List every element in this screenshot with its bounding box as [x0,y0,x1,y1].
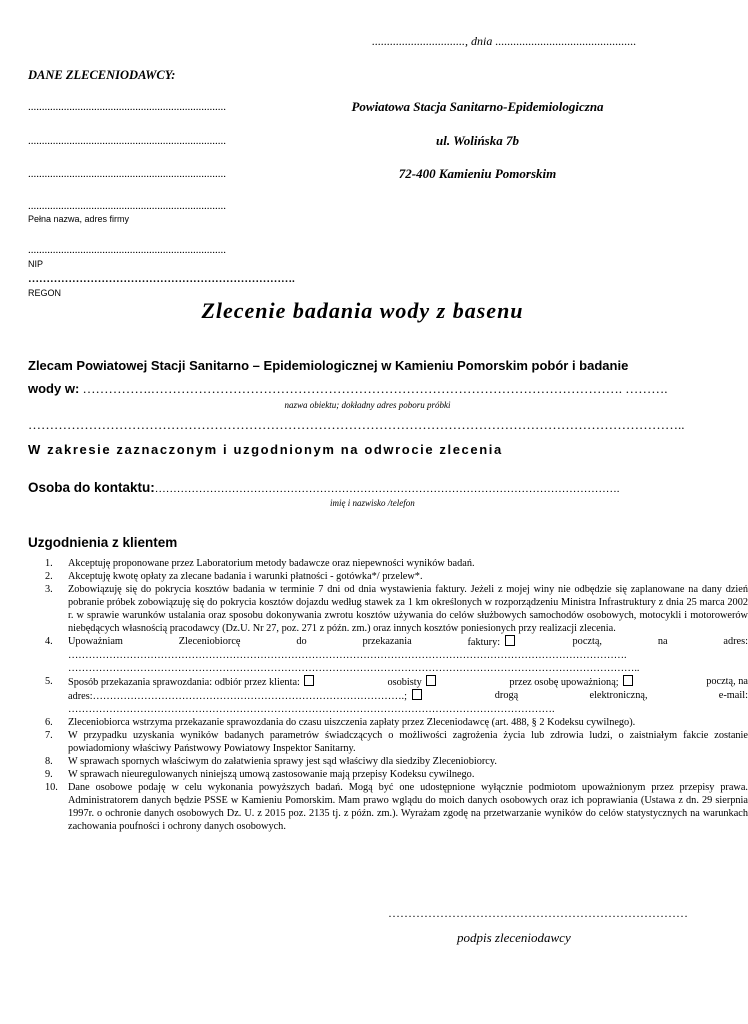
i5-authorized: przez osobę upoważnioną; [509,677,619,688]
i5-email-label: e-mail: [718,690,748,701]
signature-label: podpis zleceniodawcy [457,930,571,945]
regon-field-line[interactable]: ………………………………………………………………. [28,273,295,285]
electronic-report-checkbox[interactable] [412,689,422,700]
client-field-line-4[interactable]: ........................................................................ [28,200,226,212]
recipient-city: 72-400 Kamieniu Pomorskim [398,166,557,181]
i5-electronic-2: elektroniczną, [589,690,648,701]
authorized-person-checkbox[interactable] [426,675,436,686]
full-name-address-label: Pełna nazwa, adres firmy [28,214,130,224]
recipient-name: Powiatowa Stacja Sanitarno-Epidemiologiczna [351,99,604,114]
client-field-line-1[interactable]: ........................................................................ [28,101,226,113]
regon-label: REGON [28,288,62,298]
agreement-item-6: Zleceniobiorca wstrzyma przekazanie sprawozdania do czasu uiszczenia zapłaty przez Zleceniodawcę (art. 488, § 2 Kodeksu cywilnego). [68,717,636,728]
i5-method-label: Sposób przekazania sprawozdania: odbiór przez klienta: [68,677,300,688]
agreement-item-7: W przypadku uzyskania wyników badanych parametrów świadczących o możliwości zagrożenia życia lub zdrowia ludzi, o zaistniałym fakcie zostanie powiadomiony właściwy Państwowy Powiatowy Inspektor Sanitarny. [68,730,748,754]
invoice-address-line-1[interactable]: ………………………………………………………………………………………………………………………………………………. [68,650,627,661]
i5-personal: osobisty [387,677,422,688]
report-email-line[interactable]: ……………………………………………………………………………………………………………………………. [68,704,555,715]
personal-pickup-checkbox[interactable] [304,675,314,686]
i4-address-label: adres: [723,636,748,647]
client-field-line-3[interactable]: ........................................................................ [28,168,226,180]
contact-label: Osoba do kontaktu: [28,480,155,495]
i5-post: pocztą, na [706,676,748,687]
agreement-item-3: Zobowiązuję się do pokrycia kosztów badania w terminie 7 dni od dnia wystawienia faktury. Jeżeli z mojej winy nie odbędzie się zaplanowane na dany dzień pobranie próbek zobowiązuję się do pokrycia kosztów dojazdu według stawek za 1 km określonych w rozporządzeniu Ministra Infrastruktury z dnia 25 marca 2002 r. w sprawie warunków ustalania oraz sposobu dokonywania zwrotu kosztów używania do celów służbowych samochodów osobowych, motocykli i motorowerów niebędących własnością pracodawcy (Dz.U. Nr 27, poz. 271 z późn. zm.) oraz innych kosztów poniesionych przy realizacji zlecenia. [68,584,748,634]
i4-word: Zleceniobiorcę [178,636,241,647]
signature-line[interactable]: ………………………………………………………………… [388,906,688,920]
nip-field-line[interactable]: ........................................................................ [28,244,226,256]
agreement-item-4 [68,635,748,675]
document-title: Zlecenie badania wody z basenu [201,298,524,323]
agreement-item-10: Dane osobowe podaję w celu wykonania powyższych badań. Mogą być one udostępnione wyłącznie podmiotom upoważnionym przez przepisy prawa. Administratorem danych będzie PSSE w Kamieniu Pomorskim. Mam prawo wglądu do moich danych osobowych oraz ich poprawiania (Ustawa z dn. 29 sierpnia 1997r. o ochronie danych osobowych Dz. U. z 2015 poz. 2135 tj. z późn. zm.). Wyrażam zgodę na przetwarzanie wyników do celów statystycznych na warunkach zachowania poufności i ochrony danych osobowych. [68,782,748,832]
invoice-address-line-2[interactable]: ………………………………………………………………………………………………………………………………………………….. [68,663,640,674]
i4-word: do [296,636,307,647]
i4-na: na [657,636,668,647]
invoice-by-post-checkbox[interactable] [505,635,515,646]
nip-label: NIP [28,259,44,269]
water-location-line[interactable]: …………….………………………………………………………………………………………………. ………. [79,381,668,396]
i4-post-label: pocztą, [572,636,602,647]
water-location-line-2[interactable]: …………………………………………………………………………………………………………………………………….. [28,417,685,432]
i4-word: przekazania [362,636,412,647]
report-address-line[interactable]: adres:……………………………………………………………………………….; [68,691,407,702]
agreement-item-5 [68,675,748,716]
report-by-post-checkbox[interactable] [623,675,633,686]
scope-statement: W zakresie zaznaczonym i uzgodnionym na odwrocie zlecenia [28,442,503,457]
agreement-item-9: W sprawach nieuregulowanych niniejszą umową zastosowanie mają przepisy Kodeksu cywilnego. [68,769,475,780]
agreements-heading: Uzgodnienia z klientem [28,535,178,550]
i4-word: faktury: [467,637,501,648]
recipient-street: ul. Wolińska 7b [436,133,519,148]
i5-electronic-1: drogą [494,690,519,701]
agreement-item-2: Akceptuję kwotę opłaty za zlecane badania i warunki płatności - gotówka*/ przelew*. [68,571,423,582]
water-location-caption: nazwa obiektu; dokładny adres poboru próbki [284,400,451,410]
order-water-prefix: wody w: [28,381,80,396]
date-line[interactable]: ..............................., dnia ............................................... [372,34,637,48]
contact-line[interactable]: ………………………………………………………………………………………………………………. [154,483,620,495]
agreement-item-8: W sprawach spornych właściwym do załatwienia sprawy jest sąd właściwy dla siedziby Zleceniobiorcy. [68,756,497,767]
client-field-line-2[interactable]: ........................................................................ [28,135,226,147]
order-line-1: Zlecam Powiatowej Stacji Sanitarno – Epidemiologicznej w Kamieniu Pomorskim pobór i badanie [28,358,629,373]
client-data-heading: DANE ZLECENIODAWCY: [28,68,176,82]
agreements-list [28,557,748,833]
contact-caption: imię i nazwisko /telefon [330,498,415,508]
agreement-item-1: Akceptuję proponowane przez Laboratorium metody badawcze oraz niepewności wyników badań. [68,558,475,569]
i4-word: Upoważniam [68,636,123,647]
